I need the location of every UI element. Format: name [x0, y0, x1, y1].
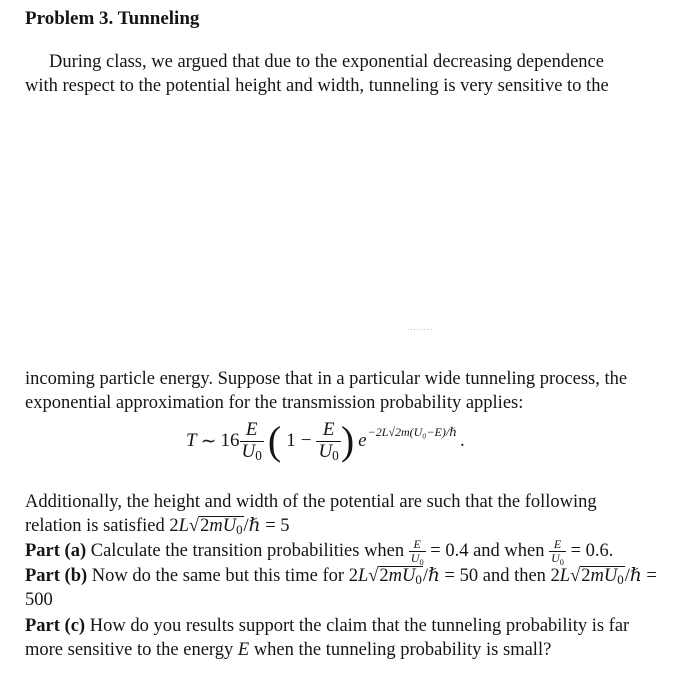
formula-coef: 16 — [220, 430, 240, 452]
formula-paren-open: ( — [267, 418, 282, 464]
relation-value: 5 — [280, 516, 290, 536]
formula-fraction-2: $\frac{E}{U_0}$ — [318, 419, 339, 463]
formula-minus: − — [300, 430, 312, 452]
problem-heading: Problem 3. Tunneling — [25, 8, 200, 29]
additionally-line-2: relation is satisfied $2L√2mU_0/\hbar = 5$ — [25, 516, 290, 537]
part-a-fraction-1: $\frac{E}{U_0}$ — [410, 537, 424, 568]
formula-period: . — [459, 430, 465, 452]
part-b-continued: 500 — [25, 590, 53, 610]
formula-exp-base: e — [358, 430, 367, 452]
part-b: Part (b) Now do the same but this time for $2L√2mU_0/\hbar = 50$ and then $2L√2mU_0/\hbar$ = — [25, 566, 657, 587]
part-b-label: Part (b) — [25, 566, 88, 586]
part-c-label: Part (c) — [25, 616, 86, 636]
formula-sim: ∼ — [200, 430, 217, 452]
additionally-line-1: Additionally, the height and width of the potential are such that the following — [25, 492, 597, 512]
continuation-line-1: incoming particle energy. Suppose that in a particular wide tunneling process, the — [25, 369, 628, 389]
placeholder-dots: ........ — [407, 322, 433, 332]
part-a-fraction-2: $\frac{E}{U_0}$ — [551, 537, 564, 568]
part-c-line-1: Part (c) How do you results support the claim that the tunneling probability is far — [25, 616, 630, 636]
part-a-label: Part (a) — [25, 540, 87, 561]
formula-one: 1 — [286, 430, 296, 452]
transmission-formula — [186, 420, 465, 463]
part-c-line-2: more sensitive to the energy E when the tunneling probability is small? — [25, 640, 552, 660]
formula-lhs: T — [186, 430, 197, 452]
formula-paren-close: ) — [340, 418, 355, 464]
intro-line-1: During class, we argued that due to the exponential decreasing dependence — [49, 52, 604, 72]
intro-line-2: with respect to the potential height and width, tunneling is very sensitive to the — [25, 76, 609, 96]
continuation-line-2: exponential approximation for the transmission probability applies: — [25, 393, 524, 413]
formula-fraction-1: $\frac{E}{U_0}$ — [241, 419, 262, 463]
part-a: Part (a) Calculate the transition probabilities when $\frac{E}{U_0}$ = 0.4 and when $\frac{E}{U_0}$ = 0.6. — [25, 537, 614, 568]
formula-exponent: −2L√2m(U₀−E)/ℏ — [367, 424, 457, 439]
